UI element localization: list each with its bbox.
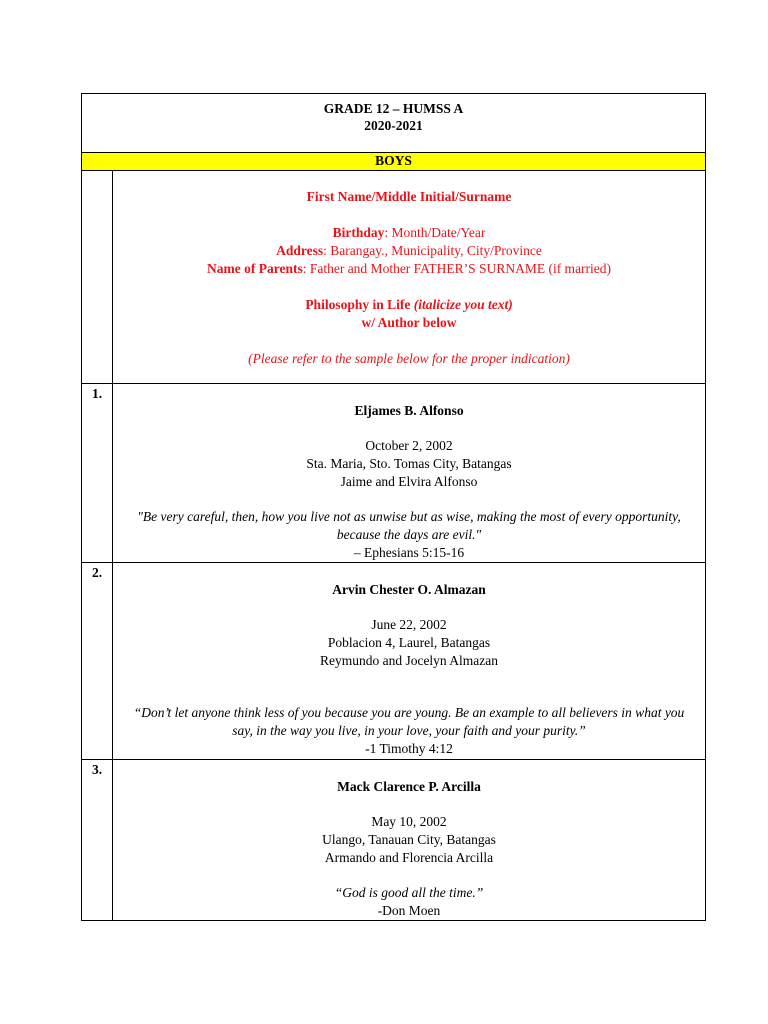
student-quote-author: -1 Timothy 4:12	[365, 741, 453, 756]
student-row	[82, 760, 706, 921]
school-year: 2020-2021	[364, 118, 423, 133]
student-row	[82, 384, 706, 563]
student-entry	[113, 384, 706, 563]
student-quote: “God is good all the time.”	[334, 885, 484, 900]
legend-birthday-value: : Month/Date/Year	[384, 225, 486, 240]
student-quote-author: – Ephesians 5:15-16	[353, 545, 465, 560]
legend-birthday-label: Birthday	[332, 225, 385, 240]
legend-address	[113, 242, 705, 260]
student-entry	[113, 563, 706, 760]
student-entry	[113, 760, 706, 921]
legend-number-cell	[82, 171, 113, 384]
student-quote: "Be very careful, then, how you live not as unwise but as wise, making the most of every opportunity, because the days are evil."	[137, 509, 681, 542]
student-parents: Armando and Florencia Arcilla	[324, 850, 494, 865]
legend-parents-label: Name of Parents	[206, 261, 303, 276]
section-band: BOYS	[82, 153, 706, 171]
student-birthday: October 2, 2002	[365, 438, 453, 453]
student-address: Ulango, Tanauan City, Batangas	[322, 832, 496, 847]
legend-name-format: First Name/Middle Initial/Surname	[306, 189, 512, 204]
student-name: Eljames B. Alfonso	[354, 403, 464, 418]
class-title: GRADE 12 – HUMSS A	[323, 101, 464, 116]
student-birthday: May 10, 2002	[371, 814, 447, 829]
header-row	[82, 94, 706, 153]
legend-philosophy-note: (italicize you text)	[413, 297, 513, 312]
student-number: 2.	[82, 563, 113, 760]
legend-parents	[113, 260, 705, 278]
student-quote: “Don’t let anyone think less of you because you are young. Be an example to all believers in what you say, in the way you live, in your love, your faith and your purity.”	[133, 705, 685, 738]
legend-philosophy-label: Philosophy in Life	[305, 297, 414, 312]
header-cell	[82, 94, 706, 153]
student-name: Mack Clarence P. Arcilla	[337, 779, 481, 794]
student-address: Sta. Maria, Sto. Tomas City, Batangas	[306, 456, 512, 471]
legend-refer-note: (Please refer to the sample below for the proper indication)	[248, 351, 570, 366]
legend-philosophy	[113, 296, 705, 314]
section-band-row	[82, 153, 706, 171]
student-birthday: June 22, 2002	[371, 617, 447, 632]
legend-row	[82, 171, 706, 384]
legend-address-value: : Barangay., Municipality, City/Province	[323, 243, 542, 258]
student-number: 3.	[82, 760, 113, 921]
student-number: 1.	[82, 384, 113, 563]
student-parents: Reymundo and Jocelyn Almazan	[319, 653, 499, 668]
student-parents: Jaime and Elvira Alfonso	[340, 474, 478, 489]
legend-parents-value: : Father and Mother FATHER’S SURNAME (if married)	[302, 261, 612, 276]
legend-birthday	[113, 224, 705, 242]
student-quote-author: -Don Moen	[377, 903, 441, 918]
legend-author-line: w/ Author below	[361, 315, 457, 330]
student-name: Arvin Chester O. Almazan	[332, 582, 486, 597]
legend-address-label: Address	[276, 243, 324, 258]
student-row	[82, 563, 706, 760]
legend-cell	[113, 171, 706, 384]
class-roster-table	[81, 93, 706, 921]
student-address: Poblacion 4, Laurel, Batangas	[327, 635, 491, 650]
